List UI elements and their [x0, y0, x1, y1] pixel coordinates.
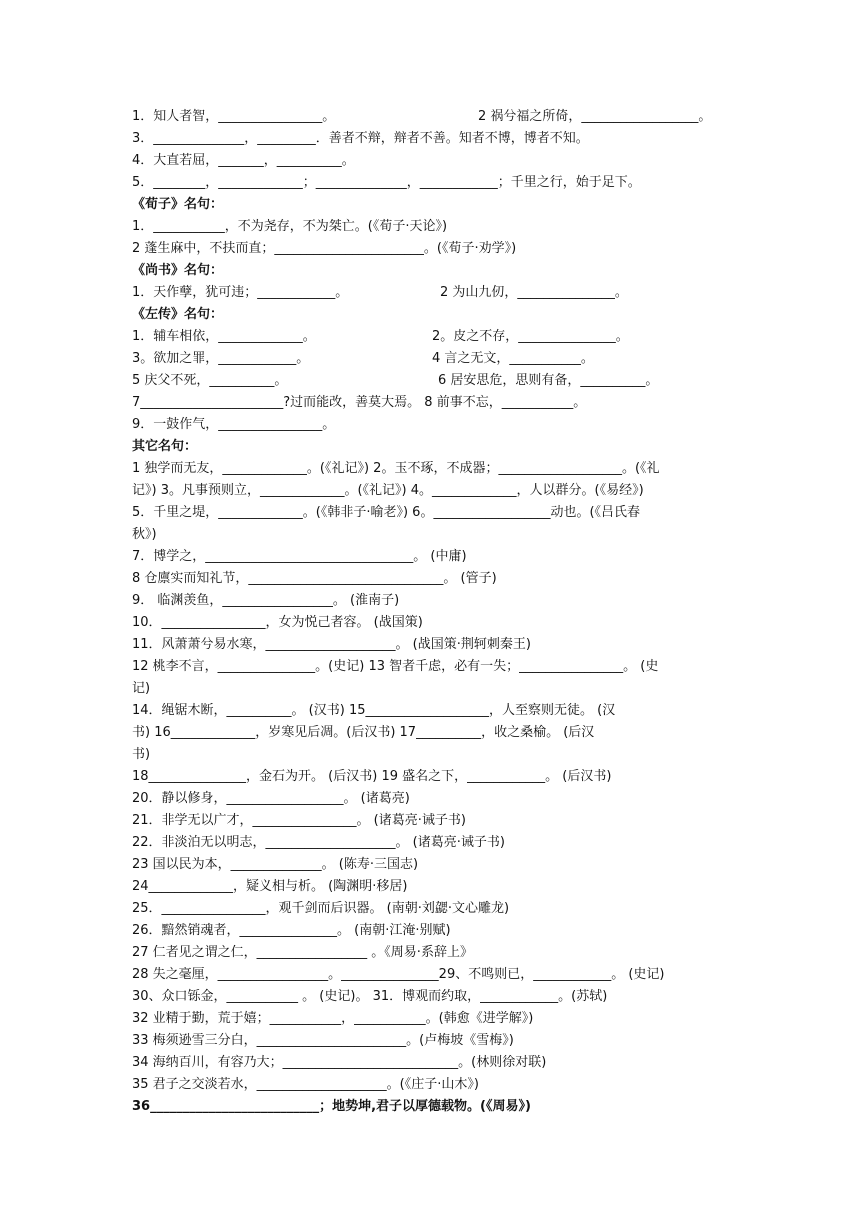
line-segment: 1 独学而无友，_____________。(《礼记》) 2。玉不琢，不成器；___________________。(《礼 — [132, 461, 660, 476]
line-segment: 记》) 3。凡事预则立，_____________。(《礼记》) 4。_____________，人以群分。(《易经》) — [132, 483, 644, 498]
text-line — [132, 480, 732, 502]
text-line — [132, 634, 732, 656]
text-line — [132, 414, 732, 436]
line-segment: 其它名句： — [132, 439, 198, 454]
text-line — [132, 964, 732, 986]
line-segment: 21．非学无以广才，________________。 (诸葛亮·诫子书) — [132, 813, 466, 828]
line-segment: 10．________________，女为悦己者容。 (战国策) — [132, 615, 423, 630]
text-line — [132, 1074, 732, 1096]
text-line — [132, 876, 732, 898]
line-segment: 7______________________?过而能改，善莫大焉。 8 前事不忘，___________。 — [132, 395, 587, 410]
text-line — [132, 172, 732, 194]
line-segment: 《左传》名句： — [132, 307, 224, 322]
text-line — [132, 920, 732, 942]
section-heading — [132, 304, 732, 326]
line-segment: 9．一鼓作气，________________。 — [132, 417, 336, 432]
text-line — [132, 568, 732, 590]
line-segment: 书) 16_____________，岁寒见后凋。(后汉书) 17__________，收之桑榆。 (后汉 — [132, 725, 595, 740]
text-line — [132, 942, 732, 964]
line-segment: 28 失之毫厘，_________________。_______________29、不鸣则已，____________。 (史记) — [132, 967, 665, 982]
text-line — [132, 854, 732, 876]
line-segment: 4 言之无文，___________。 — [432, 351, 594, 366]
line-segment: 33 梅须逊雪三分白，_______________________。(卢梅坡《雪梅》) — [132, 1033, 514, 1048]
section-heading — [132, 260, 732, 282]
line-segment: 22．非淡泊无以明志，____________________。 (诸葛亮·诫子书) — [132, 835, 505, 850]
line-segment: 27 仁者见之谓之仁，_________________ 。《周易·系辞上》 — [132, 945, 473, 960]
line-segment: 5．千里之堤，_____________。(《韩非子·喻老》) 6。__________________动也。(《吕氏春 — [132, 505, 641, 520]
line-segment: 6 居安思危，思则有备，__________。 — [438, 373, 659, 388]
text-line — [132, 392, 732, 414]
line-segment: 25．________________，观千剑而后识器。 (南朝·刘勰·文心雕龙) — [132, 901, 510, 916]
line-segment: 30、众口铄金，___________ 。 (史记)。 31．博观而约取，____________。(苏轼) — [132, 989, 608, 1004]
section-heading — [132, 194, 732, 216]
line-segment: 秋》) — [132, 527, 157, 542]
line-segment: 36__________________________；地势坤,君子以厚德载物。(《周易》) — [132, 1099, 531, 1114]
line-segment: 23 国以民为本，______________。 (陈寿·三国志) — [132, 857, 419, 872]
line-segment: 5 庆父不死，__________。 — [132, 373, 288, 388]
text-line — [132, 326, 732, 348]
text-line — [132, 370, 732, 392]
text-line — [132, 106, 732, 128]
line-segment: 1．辅车相依，_____________。 — [132, 329, 316, 344]
line-segment: 1．天作孽，犹可违；____________。 — [132, 285, 349, 300]
line-segment: 1．知人者智，________________。 — [132, 109, 336, 124]
line-segment: 35 君子之交淡若水，____________________。(《庄子·山木》) — [132, 1077, 479, 1092]
text-line — [132, 546, 732, 568]
line-segment: 14．绳锯木断，__________。 (汉书) 15___________________，人至察则无徒。 (汉 — [132, 703, 616, 718]
text-line — [132, 216, 732, 238]
line-segment: 3。欲加之罪，____________。 — [132, 351, 310, 366]
line-segment: 2 为山九仞，_______________。 — [440, 285, 628, 300]
line-segment: 7．博学之，________________________________。 (中庸) — [132, 549, 467, 564]
text-line — [132, 678, 732, 700]
line-segment: 8 仓廪实而知礼节，______________________________。 (管子) — [132, 571, 497, 586]
line-segment: 32 业精于勤，荒于嬉；___________，___________。(韩愈《进学解》) — [132, 1011, 534, 1026]
line-segment: 11．风萧萧兮易水寒，____________________。 (战国策·荆轲刺秦王) — [132, 637, 531, 652]
text-line — [132, 128, 732, 150]
line-segment: 2 祸兮福之所倚，__________________。 — [478, 109, 712, 124]
line-segment: 2。皮之不存，_______________。 — [432, 329, 629, 344]
line-segment: 书) — [132, 747, 151, 762]
line-segment: 《荀子》名句： — [132, 197, 224, 212]
text-line — [132, 898, 732, 920]
text-line — [132, 524, 732, 546]
line-segment: 34 海纳百川，有容乃大；___________________________。(林则徐对联) — [132, 1055, 547, 1070]
line-segment: 1．___________，不为尧存，不为桀亡。(《荀子·天论》) — [132, 219, 448, 234]
line-segment: 3．______________，_________．善者不辩，辩者不善。知者不博，博者不知。 — [132, 131, 589, 146]
text-line — [132, 766, 732, 788]
line-segment: 《尚书》名句： — [132, 263, 224, 278]
line-segment: 9． 临渊羡鱼，_________________。 (淮南子) — [132, 593, 400, 608]
section-heading — [132, 436, 732, 458]
line-segment: 2 蓬生麻中，不扶而直；_______________________。(《荀子·劝学》) — [132, 241, 517, 256]
text-line — [132, 700, 732, 722]
text-line — [132, 458, 732, 480]
text-line — [132, 744, 732, 766]
line-segment: 5．________，_____________；______________，____________；千里之行，始于足下。 — [132, 175, 641, 190]
text-line — [132, 590, 732, 612]
text-line — [132, 1008, 732, 1030]
text-line — [132, 348, 732, 370]
text-line — [132, 986, 732, 1008]
line-segment: 记) — [132, 681, 151, 696]
text-line — [132, 282, 732, 304]
text-line — [132, 1030, 732, 1052]
text-line — [132, 238, 732, 260]
text-line — [132, 788, 732, 810]
line-segment: 20．静以修身，__________________。 (诸葛亮) — [132, 791, 410, 806]
text-line — [132, 150, 732, 172]
text-line — [132, 722, 732, 744]
text-line — [132, 502, 732, 524]
text-line — [132, 832, 732, 854]
text-line — [132, 612, 732, 634]
line-segment: 18_______________，金石为开。 (后汉书) 19 盛名之下，____________。 (后汉书) — [132, 769, 612, 784]
text-line — [132, 656, 732, 678]
line-segment: 4．大直若屈，_______，__________。 — [132, 153, 355, 168]
line-segment: 26．黯然销魂者，_______________。 (南朝·江淹·别赋) — [132, 923, 451, 938]
line-segment: 12 桃李不言，_______________。(史记) 13 智者千虑，必有一失；________________。 (史 — [132, 659, 659, 674]
section-heading — [132, 1096, 732, 1118]
line-segment: 24_____________，疑义相与析。 (陶渊明·移居) — [132, 879, 408, 894]
text-line — [132, 810, 732, 832]
text-line — [132, 1052, 732, 1074]
